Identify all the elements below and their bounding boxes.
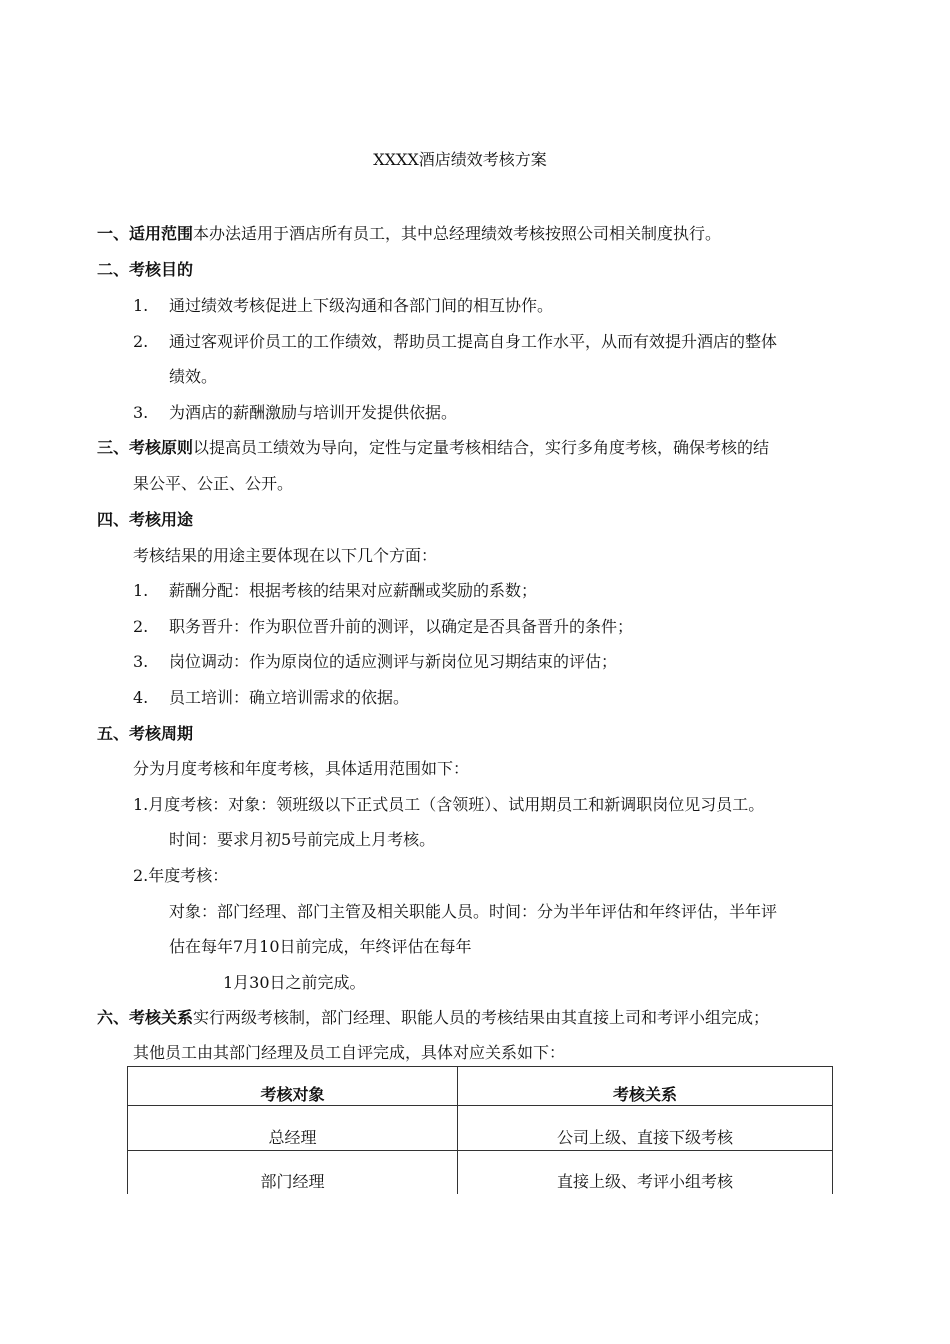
- list-number: 1.: [133, 296, 149, 315]
- annual-review-label: 2.年度考核：: [133, 866, 229, 885]
- section-relation-text-continued: 其他员工由其部门经理及员工自评完成，具体对应关系如下：: [133, 1043, 566, 1062]
- list-item: [133, 687, 409, 709]
- list-item: [133, 651, 617, 673]
- list-item-continuation: [133, 366, 217, 388]
- section-cycle-intro: 分为月度考核和年度考核，具体适用范围如下：: [133, 759, 470, 778]
- table-row: [128, 1106, 833, 1151]
- list-number: 3.: [133, 403, 149, 422]
- section-relation-heading: 六、考核关系: [97, 1008, 194, 1027]
- table-cell: 公司上级、直接下级考核: [458, 1106, 833, 1151]
- section-usage-heading: 四、考核用途: [97, 510, 194, 529]
- list-item: [133, 295, 553, 317]
- list-number: 3.: [133, 652, 149, 671]
- annual-review-text: 对象：部门经理、部门主管及相关职能人员。时间：分为半年评估和年终评估，半年评: [169, 902, 778, 921]
- table-header-cell: 考核关系: [458, 1067, 833, 1106]
- section-principle-heading: 三、考核原则: [97, 438, 194, 457]
- table-cell: 直接上级、考评小组考核: [458, 1151, 833, 1195]
- list-number: 1.: [133, 581, 149, 600]
- table-cell: 总经理: [128, 1106, 458, 1151]
- annual-review-text-end: 1月30日之前完成。: [223, 973, 366, 992]
- table-cell: 部门经理: [128, 1151, 458, 1195]
- list-number: 4.: [133, 688, 149, 707]
- section-relation-text: 实行两级考核制，部门经理、职能人员的考核结果由其直接上司和考评小组完成；: [193, 1008, 770, 1027]
- section-relation: [97, 1007, 769, 1029]
- monthly-review-time: 时间：要求月初5号前完成上月考核。: [169, 830, 436, 849]
- table-header-cell: 考核对象: [128, 1067, 458, 1106]
- list-text: 通过绩效考核促进上下级沟通和各部门间的相互协作。: [169, 296, 554, 315]
- section-principle-text-continued: 果公平、公正、公开。: [133, 474, 294, 493]
- section-scope-heading: 一、适用范围: [97, 224, 194, 243]
- table-header-row: [128, 1067, 833, 1106]
- list-number: 2.: [133, 332, 149, 351]
- list-text: 为酒店的薪酬激励与培训开发提供依据。: [169, 403, 458, 422]
- section-principle: [97, 437, 769, 459]
- list-item: [133, 580, 537, 602]
- annual-review-text-continued: 估在每年7月10日前完成，年终评估在每年: [169, 937, 472, 956]
- section-cycle-heading: 五、考核周期: [97, 724, 194, 743]
- table-row: [128, 1151, 833, 1195]
- section-scope: [97, 223, 721, 245]
- list-text: 薪酬分配：根据考核的结果对应薪酬或奖励的系数；: [169, 581, 538, 600]
- list-text: 职务晋升：作为职位晋升前的测评，以确定是否具备晋升的条件；: [169, 617, 634, 636]
- list-item: [133, 402, 457, 424]
- list-text: 岗位调动：作为原岗位的适应测评与新岗位见习期结束的评估；: [169, 652, 618, 671]
- list-item: [133, 616, 633, 638]
- section-scope-text: 本办法适用于酒店所有员工，其中总经理绩效考核按照公司相关制度执行。: [193, 224, 722, 243]
- section-principle-text: 以提高员工绩效为导向，定性与定量考核相结合，实行多角度考核，确保考核的结: [193, 438, 770, 457]
- monthly-review-text: 1.月度考核：对象：领班级以下正式员工（含领班）、试用期员工和新调职岗位见习员工。: [133, 795, 765, 814]
- document-title: XXXX酒店绩效考核方案: [373, 150, 547, 169]
- list-text: 通过客观评价员工的工作绩效，帮助员工提高自身工作水平，从而有效提升酒店的整体: [169, 332, 778, 351]
- list-item: [133, 331, 777, 353]
- list-number: 2.: [133, 617, 149, 636]
- section-usage-intro: 考核结果的用途主要体现在以下几个方面：: [133, 546, 438, 565]
- list-text: 绩效。: [169, 367, 218, 386]
- relation-table: [127, 1066, 833, 1194]
- section-purpose-heading: 二、考核目的: [97, 260, 194, 279]
- list-text: 员工培训：确立培训需求的依据。: [169, 688, 410, 707]
